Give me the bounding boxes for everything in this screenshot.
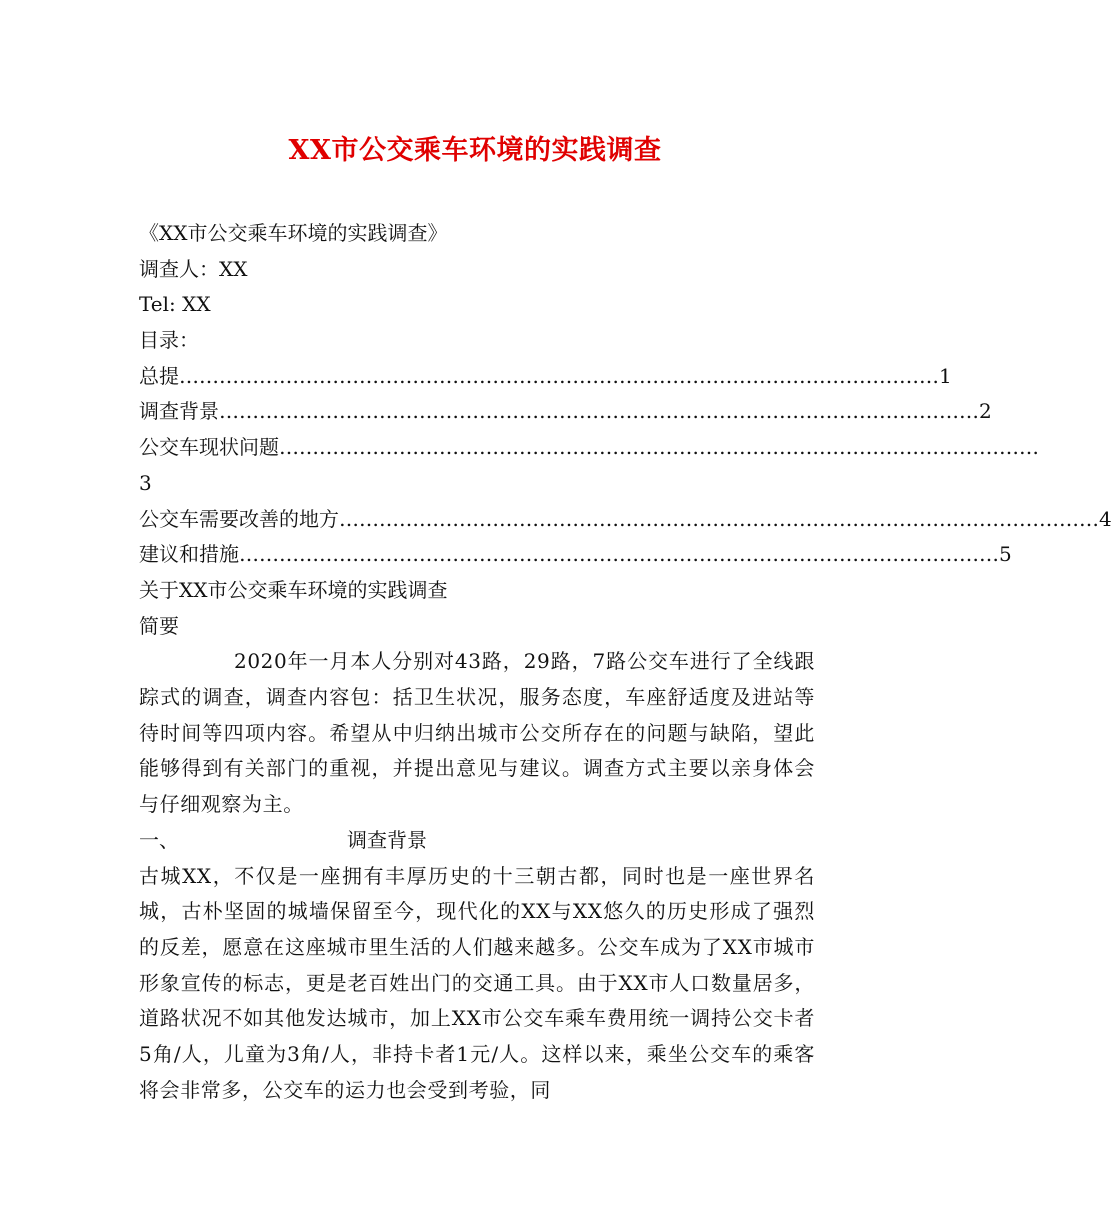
toc-entry — [139, 359, 952, 395]
document-title: XX市公交乘车环境的实践调查 — [288, 135, 662, 166]
toc-entry-page: 3 — [139, 470, 152, 495]
investigator-line: 调查人：XX — [139, 256, 248, 281]
toc-leader-dots: …………………………………………………………………………………………………… — [239, 542, 999, 567]
toc-leader-dots: …………………………………………………………………………………………………… — [339, 506, 1099, 531]
section-paragraph: 古城XX，不仅是一座拥有丰厚历史的十三朝古都，同时也是一座世界名城，古朴坚固的城墙保留至今，现代化的XX与XX悠久的历史形成了强烈的反差，愿意在这座城市里生活的人们越来越多。公交车成为了XX市城市形象宣传的标志，更是老百姓出门的交通工具。由于XX市人口数量居多，道路状况不如其他发达城市，加上XX市公交车乘车费用统一调持公交卡者5角/人，儿童为3角/人，非持卡者1元/人。这样以来，乘坐公交车的乘客将会非常多，公交车的运力也会受到考验，同 — [139, 863, 815, 1102]
section-title: 调查背景 — [347, 827, 427, 852]
toc-entry — [139, 394, 992, 430]
about-title: 关于XX市公交乘车环境的实践调查 — [139, 577, 448, 602]
doc-name-line: 《XX市公交乘车环境的实践调查》 — [139, 221, 448, 245]
toc-entry — [139, 430, 1039, 466]
toc-leader-dots: …………………………………………………………………………………………………… — [219, 399, 979, 424]
toc-label: 目录： — [139, 328, 199, 353]
toc-entry-page: 4 — [1099, 506, 1112, 531]
section-heading — [139, 823, 815, 859]
toc-entry — [139, 537, 1012, 573]
section-number: 一、 — [139, 827, 179, 852]
toc-leader-dots: …………………………………………………………………………………………………… — [179, 363, 939, 388]
summary-heading: 简要 — [139, 613, 179, 638]
toc-entry-label: 建议和措施 — [139, 542, 239, 567]
summary-paragraph: 2020年一月本人分别对43路，29路，7路公交车进行了全线跟踪式的调查，调查内容包：括卫生状况，服务态度，车座舒适度及进站等待时间等四项内容。希望从中归纳出城市公交所存在的问题与缺陷，望此能够得到有关部门的重视，并提出意见与建议。调查方式主要以亲身体会与仔细观察为主。 — [139, 649, 815, 817]
toc-entry-page: 2 — [979, 399, 992, 424]
document-body — [139, 216, 1112, 1108]
toc-entry-label: 调查背景 — [139, 399, 219, 424]
toc-leader-dots: …………………………………………………………………………………………………… — [279, 435, 1039, 460]
toc-entry-page: 1 — [939, 363, 952, 388]
toc-entry-page: 5 — [999, 542, 1012, 567]
tel-line: Tel: XX — [139, 292, 211, 317]
toc-entry-label: 公交车现状问题 — [139, 435, 279, 460]
toc-entry-label: 总提 — [139, 363, 179, 388]
toc-entry — [139, 502, 1112, 538]
toc-entry-label: 公交车需要改善的地方 — [139, 506, 339, 531]
